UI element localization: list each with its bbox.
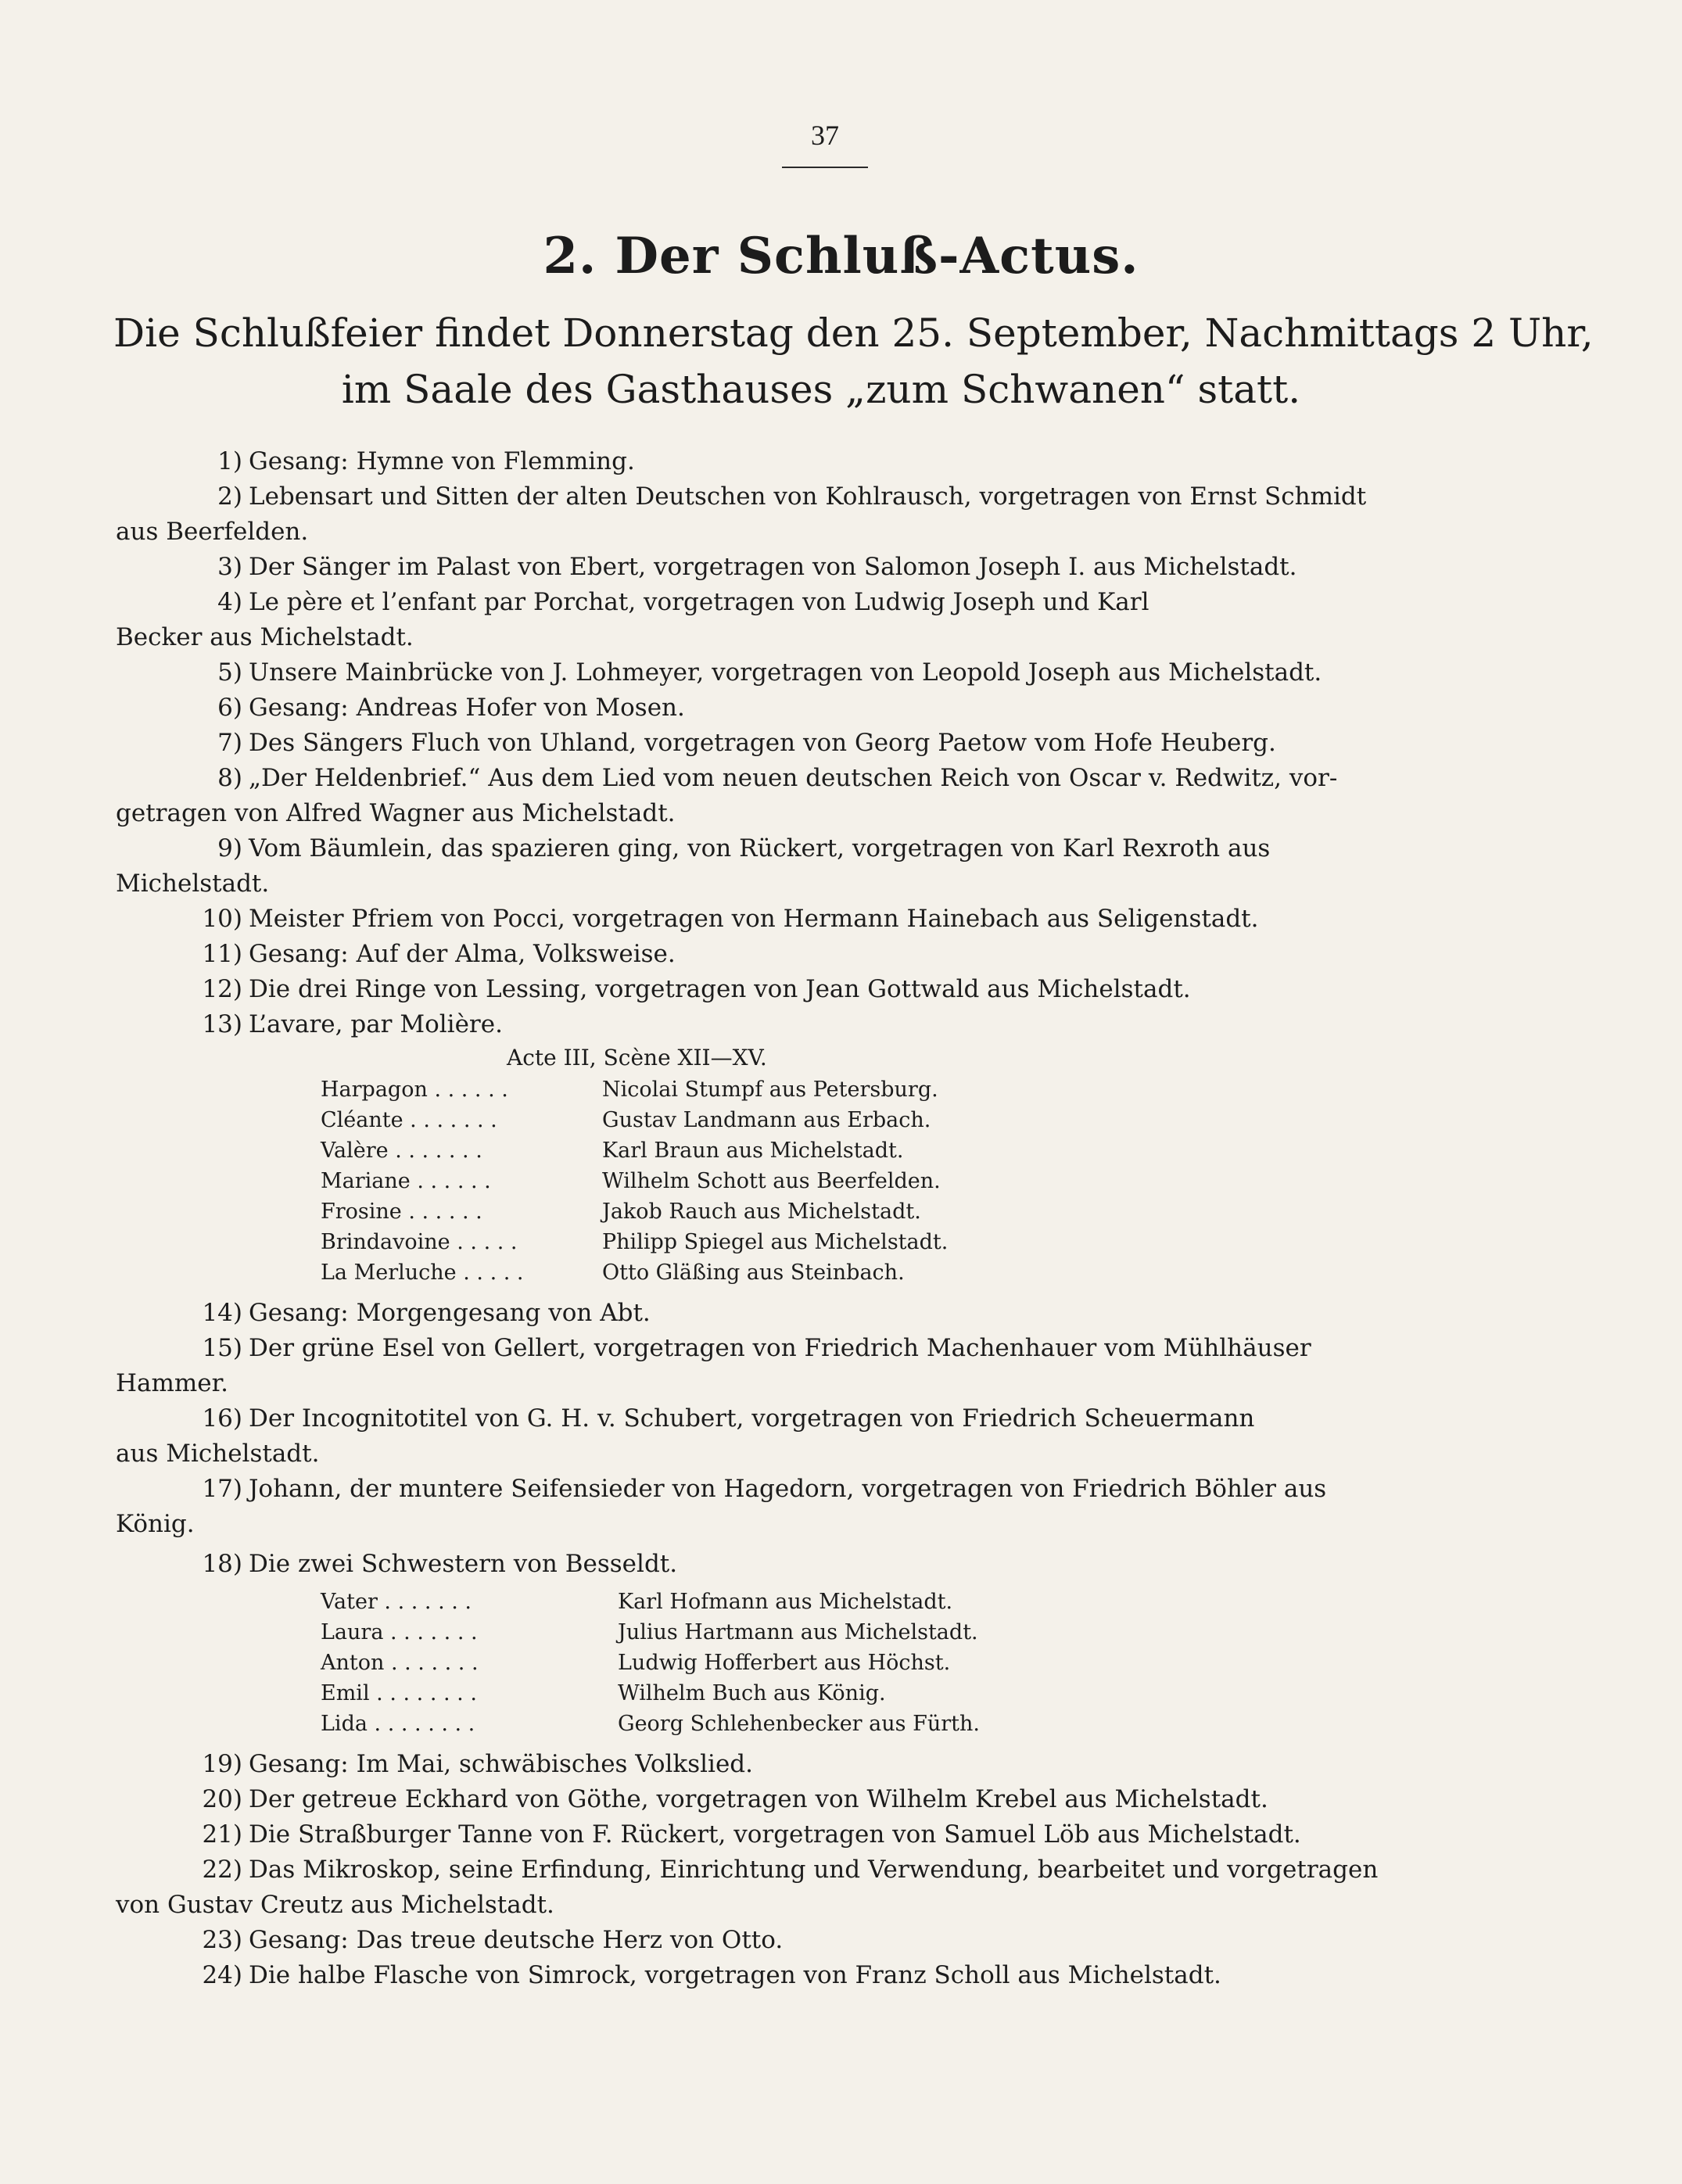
cast-actor: Wilhelm Schott aus Beerfelden. <box>602 1169 941 1193</box>
cast-actor: Gustav Landmann aus Erbach. <box>602 1108 931 1132</box>
cast-row <box>321 1166 1527 1196</box>
program-item <box>116 726 1527 761</box>
scene-heading: Acte III, Scène XII—XV. <box>507 1045 767 1070</box>
item-number: 1) <box>217 447 242 475</box>
item-text: Lebensart und Sitten der alten Deutschen von Kohlrausch, vorgetragen von Ernst Schmidt <box>249 482 1367 511</box>
program-item <box>116 761 1527 831</box>
item-text: Gesang: Morgengesang von Abt. <box>249 1299 651 1327</box>
item-text: Gesang: Andreas Hofer von Mosen. <box>249 694 685 722</box>
intro-line: im Saale des Gasthauses „zum Schwanen“ statt. <box>341 367 1301 412</box>
item-text: „Der Heldenbrief.“ Aus dem Lied vom neuen deutschen Reich von Oscar v. Redwitz, vor- <box>249 764 1338 792</box>
program-item <box>116 1472 1527 1542</box>
program-item <box>116 1852 1527 1923</box>
item-number: 5) <box>217 658 242 687</box>
item-text: Le père et l’enfant par Porchat, vorgetragen von Ludwig Joseph und Karl <box>249 588 1149 616</box>
item-number: 3) <box>217 553 242 581</box>
item-text: Vom Bäumlein, das spazieren ging, von Rückert, vorgetragen von Karl Rexroth aus <box>249 834 1271 862</box>
item-number: 9) <box>217 834 242 862</box>
cast-actor: Jakob Rauch aus Michelstadt. <box>602 1200 921 1224</box>
item-text: Gesang: Das treue deutsche Herz von Otto. <box>249 1926 784 1954</box>
cast-row <box>321 1227 1527 1257</box>
cast-actor: Georg Schlehenbecker aus Fürth. <box>618 1712 980 1736</box>
program-item <box>116 902 1527 937</box>
program-item <box>116 972 1527 1007</box>
program-item <box>116 479 1527 550</box>
cast-actor: Nicolai Stumpf aus Petersburg. <box>602 1078 938 1102</box>
cast-role: Cléante . . . . . . . <box>321 1108 497 1132</box>
cast-row <box>321 1196 1527 1227</box>
cast-role: Mariane . . . . . . <box>321 1169 491 1193</box>
cast-actor: Otto Gläßing aus Steinbach. <box>602 1261 905 1285</box>
cast-role: Emil . . . . . . . . <box>321 1681 477 1705</box>
program-item <box>116 655 1527 690</box>
page-number-rule <box>782 167 868 168</box>
item-number: 17) <box>202 1475 242 1503</box>
cast-role: Frosine . . . . . . <box>321 1200 482 1224</box>
program-item <box>116 1782 1527 1817</box>
item-number: 2) <box>217 482 242 511</box>
cast-row <box>321 1074 1527 1105</box>
item-text-continued: Becker aus Michelstadt. <box>116 623 414 651</box>
item-number: 15) <box>202 1334 242 1362</box>
cast-row <box>321 1587 1527 1617</box>
program-item <box>116 1547 1527 1582</box>
item-text: Meister Pfriem von Pocci, vorgetragen von Hermann Hainebach aus Seligenstadt. <box>249 905 1259 933</box>
item-number: 13) <box>202 1010 242 1038</box>
item-text-continued: von Gustav Creutz aus Michelstadt. <box>116 1891 554 1919</box>
program-item <box>116 1007 1527 1042</box>
item-text-continued: getragen von Alfred Wagner aus Michelstadt. <box>116 799 676 827</box>
item-number: 18) <box>202 1550 242 1578</box>
item-text: Johann, der muntere Seifensieder von Hagedorn, vorgetragen von Friedrich Böhler aus <box>249 1475 1327 1503</box>
cast-row <box>321 1135 1527 1166</box>
item-text: Unsere Mainbrücke von J. Lohmeyer, vorgetragen von Leopold Joseph aus Michelstadt. <box>249 658 1322 687</box>
cast-actor: Wilhelm Buch aus König. <box>618 1681 886 1705</box>
program-item <box>116 1958 1527 1993</box>
item-text: Der Sänger im Palast von Ebert, vorgetragen von Salomon Joseph I. aus Michelstadt. <box>249 553 1297 581</box>
program-item <box>116 1923 1527 1958</box>
cast-actor: Philipp Spiegel aus Michelstadt. <box>602 1230 949 1254</box>
item-number: 19) <box>202 1750 242 1778</box>
cast-role: Lida . . . . . . . . <box>321 1712 475 1736</box>
cast-role: Vater . . . . . . . <box>321 1590 472 1614</box>
item-text-continued: aus Beerfelden. <box>116 518 309 546</box>
cast-role: Valère . . . . . . . <box>321 1139 482 1163</box>
cast-row <box>321 1617 1527 1648</box>
program-item <box>116 831 1527 902</box>
item-text: Gesang: Auf der Alma, Volksweise. <box>249 940 676 968</box>
cast-list <box>321 1074 1527 1288</box>
item-number: 6) <box>217 694 242 722</box>
item-number: 7) <box>217 729 242 757</box>
cast-row <box>321 1648 1527 1678</box>
item-text-continued: aus Michelstadt. <box>116 1440 320 1468</box>
item-number: 8) <box>217 764 242 792</box>
program-item <box>116 1401 1527 1472</box>
item-number: 16) <box>202 1404 242 1433</box>
program-item <box>116 937 1527 972</box>
program-item <box>116 585 1527 655</box>
cast-role: Brindavoine . . . . . <box>321 1230 518 1254</box>
item-number: 21) <box>202 1820 242 1849</box>
item-number: 12) <box>202 975 242 1003</box>
cast-actor: Karl Braun aus Michelstadt. <box>602 1139 904 1163</box>
item-text: Gesang: Hymne von Flemming. <box>249 447 635 475</box>
item-number: 23) <box>202 1926 242 1954</box>
program-item <box>116 444 1527 479</box>
cast-actor: Julius Hartmann aus Michelstadt. <box>618 1620 978 1644</box>
item-text: Die halbe Flasche von Simrock, vorgetragen von Franz Scholl aus Michelstadt. <box>249 1961 1221 1989</box>
program-list <box>116 444 1527 1993</box>
item-text: Die Straßburger Tanne von F. Rückert, vorgetragen von Samuel Löb aus Michelstadt. <box>249 1820 1301 1849</box>
cast-role: Anton . . . . . . . <box>321 1651 479 1675</box>
item-number: 14) <box>202 1299 242 1327</box>
program-item <box>116 1747 1527 1782</box>
cast-actor: Karl Hofmann aus Michelstadt. <box>618 1590 953 1614</box>
intro-paragraph <box>113 305 1594 418</box>
cast-actor: Ludwig Hofferbert aus Höchst. <box>618 1651 951 1675</box>
cast-role: Harpagon . . . . . . <box>321 1078 508 1102</box>
cast-row <box>321 1678 1527 1709</box>
program-item <box>116 1817 1527 1852</box>
item-text: Der Incognitotitel von G. H. v. Schubert, vorgetragen von Friedrich Scheuermann <box>249 1404 1255 1433</box>
cast-list <box>321 1587 1527 1739</box>
item-text: Die drei Ringe von Lessing, vorgetragen von Jean Gottwald aus Michelstadt. <box>249 975 1191 1003</box>
item-text: Des Sängers Fluch von Uhland, vorgetragen von Georg Paetow vom Hofe Heuberg. <box>249 729 1276 757</box>
item-number: 10) <box>202 905 242 933</box>
cast-role: Laura . . . . . . . <box>321 1620 478 1644</box>
item-number: 22) <box>202 1856 242 1884</box>
cast-block-lavare <box>116 1042 1527 1288</box>
item-number: 24) <box>202 1961 242 1989</box>
item-text: Das Mikroskop, seine Erfindung, Einrichtung und Verwendung, bearbeitet und vorgetragen <box>249 1856 1379 1884</box>
page-number: 37 <box>811 120 839 151</box>
item-text: Gesang: Im Mai, schwäbisches Volkslied. <box>249 1750 753 1778</box>
cast-row <box>321 1257 1527 1288</box>
cast-block-schwestern <box>116 1587 1527 1739</box>
item-text-continued: Hammer. <box>116 1369 228 1397</box>
item-number: 11) <box>202 940 242 968</box>
item-number: 20) <box>202 1785 242 1813</box>
item-text: Der grüne Esel von Gellert, vorgetragen von Friedrich Machenhauer vom Mühlhäuser <box>249 1334 1311 1362</box>
cast-row <box>321 1709 1527 1739</box>
program-item <box>116 1331 1527 1401</box>
program-item <box>116 690 1527 726</box>
item-number: 4) <box>217 588 242 616</box>
cast-role: La Merluche . . . . . <box>321 1261 524 1285</box>
section-title: 2. Der Schluß-Actus. <box>543 227 1139 285</box>
cast-row <box>321 1105 1527 1135</box>
item-text: Die zwei Schwestern von Besseldt. <box>249 1550 678 1578</box>
item-text: Der getreue Eckhard von Göthe, vorgetragen von Wilhelm Krebel aus Michelstadt. <box>249 1785 1268 1813</box>
item-text-continued: Michelstadt. <box>116 870 270 898</box>
item-text-continued: König. <box>116 1510 195 1538</box>
item-text: L’avare, par Molière. <box>249 1010 503 1038</box>
intro-line: Die Schlußfeier findet Donnerstag den 25. September, Nachmittags 2 Uhr, <box>113 310 1594 356</box>
program-item <box>116 550 1527 585</box>
program-item <box>116 1296 1527 1331</box>
